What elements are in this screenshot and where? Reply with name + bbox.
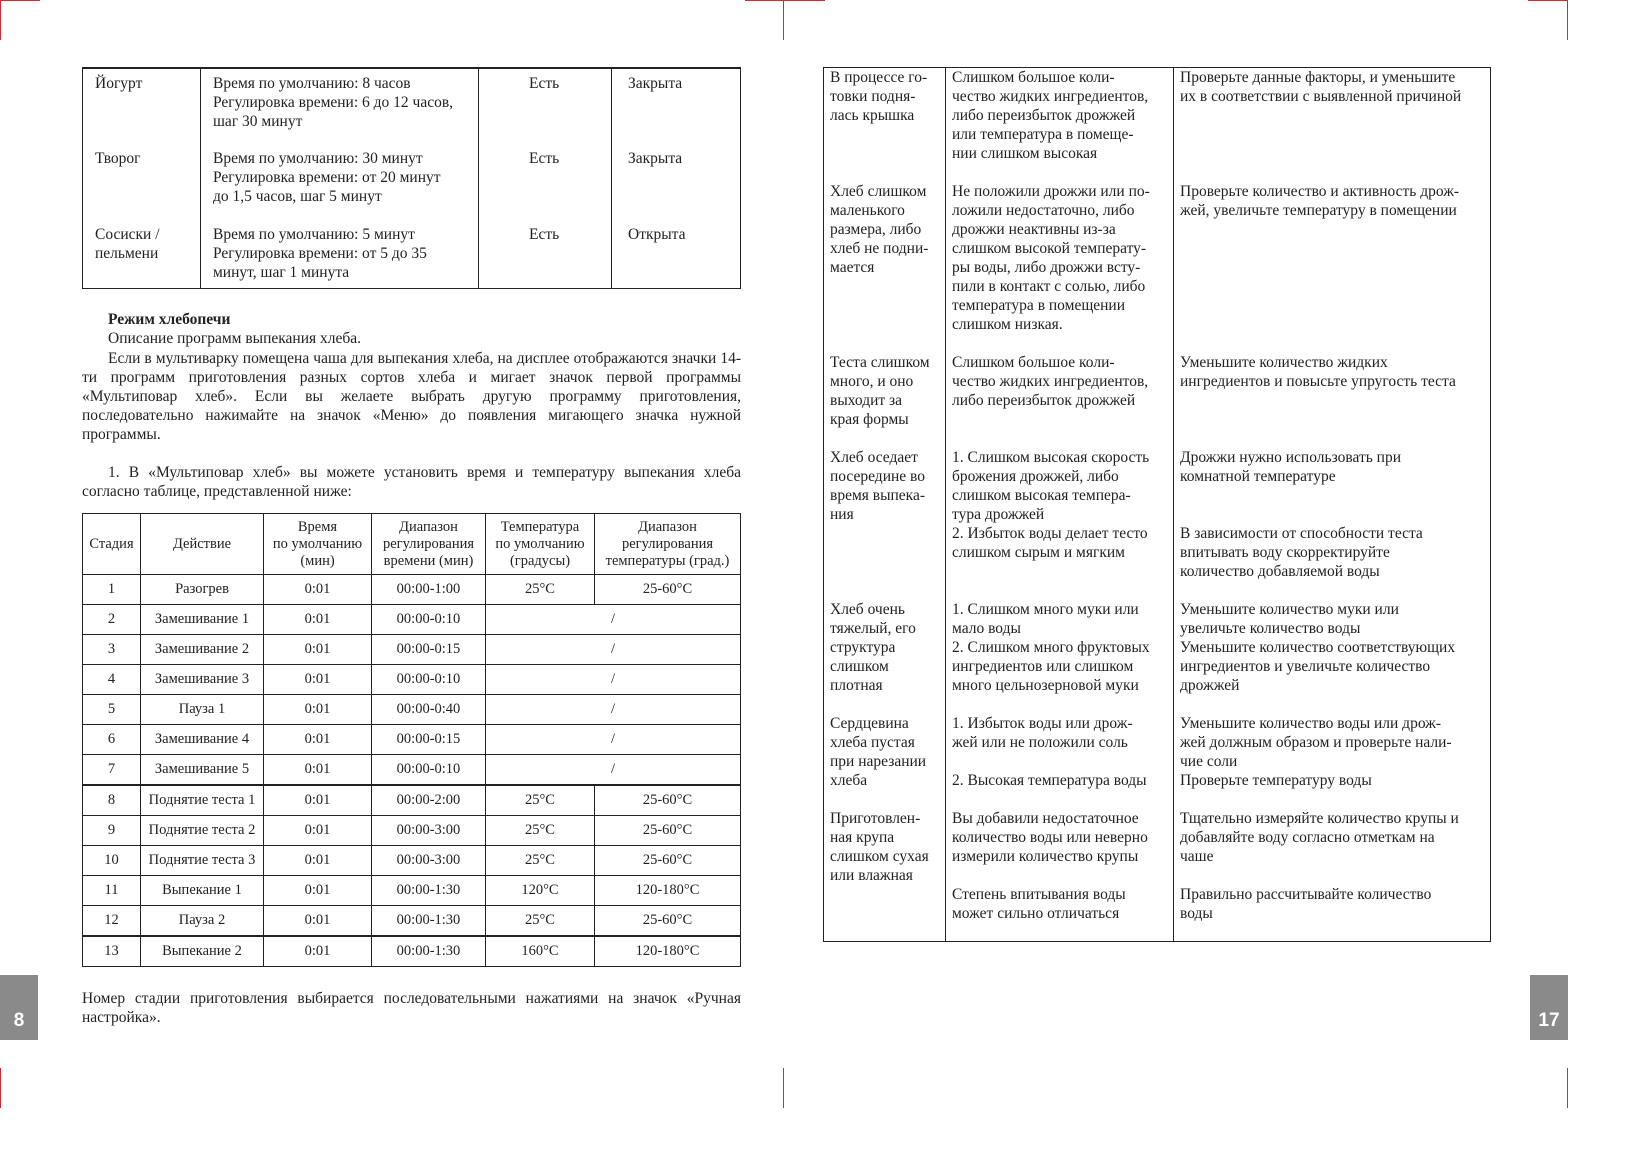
cell-default-time: 0:01 (264, 936, 372, 967)
cell-stage: 1 (83, 575, 141, 605)
cell-action: Поднятие теста 3 (141, 846, 264, 876)
cell-action: Пауза 2 (141, 906, 264, 937)
column-header: Стадия (83, 514, 141, 575)
cell-time-range: 00:00-1:30 (372, 906, 486, 937)
cell-action: Выпекание 2 (141, 936, 264, 967)
column-header: Диапазон регулирования времени (мин) (372, 514, 486, 575)
cell-default-time: 0:01 (264, 665, 372, 695)
cell-stage: 12 (83, 906, 141, 937)
mode-keep-warm: Есть (479, 144, 612, 220)
troubleshooting-table (823, 67, 1491, 942)
table-row (83, 755, 741, 786)
mode-lid: Закрыта (612, 68, 741, 144)
cell-default-time: 0:01 (264, 816, 372, 846)
cell-problem: Хлеб очень тяжелый, его структура слишком плотная (830, 600, 916, 694)
cell-action: Замешивание 5 (141, 755, 264, 786)
cell-temp-na: / (486, 725, 741, 755)
cell-solution: Уменьшите количество муки или увеличьте количество воды Уменьшите количество соответствующих ингредиентов и увеличьте количество дрожжей (1174, 600, 1491, 714)
table-row (83, 665, 741, 695)
cell-solution: Дрожжи нужно использовать при комнатной температуре В зависимости от способности теста впитывать воду скорректируйте количество добавляемой воды (1174, 448, 1491, 600)
cell-stage: 8 (83, 785, 141, 816)
cell-time-range: 00:00-0:10 (372, 755, 486, 786)
crop-mark (745, 0, 825, 1)
crop-mark (0, 0, 40, 1)
table-row (83, 575, 741, 605)
cell-temp-range: 120-180°C (595, 876, 741, 906)
cell-time-range: 00:00-0:15 (372, 635, 486, 665)
table-row (83, 876, 741, 906)
cell-problem: Сердцевина хлеба пустая при нарезании хлеба (830, 714, 927, 789)
cell-temp-range: 25-60°C (595, 906, 741, 937)
cell-temp: 25°C (486, 575, 595, 605)
column-header: Диапазон регулирования температуры (град.) (595, 514, 741, 575)
cell-solution: Проверьте данные факторы, и уменьшите их в соответствии с выявленной причиной (1174, 68, 1491, 182)
cell-action: Замешивание 3 (141, 665, 264, 695)
cell-stage: 4 (83, 665, 141, 695)
table-row (83, 605, 741, 635)
cell-stage: 2 (83, 605, 141, 635)
cell-solution: Уменьшите количество жидких ингредиентов и повысьте упругость теста (1174, 353, 1491, 448)
page-number: 17 (1530, 975, 1568, 1040)
cell-temp-range: 25-60°C (595, 816, 741, 846)
cell-temp-na: / (486, 635, 741, 665)
cell-action: Пауза 1 (141, 695, 264, 725)
cell-temp-na: / (486, 695, 741, 725)
table-row (83, 906, 741, 937)
table-row (824, 448, 1491, 600)
cell-cause: Не положили дрожжи или по- ложили недостаточно, либо дрожжи неактивны из-за слишком высокой температу- ры воды, либо дрожжи всту- пили в контакт с солью, либо температура в помещении слишком низкая. (946, 182, 1174, 353)
cell-problem: Хлеб слишком маленького размера, либо хлеб не подни- мается (830, 182, 929, 276)
cell-default-time: 0:01 (264, 846, 372, 876)
cell-temp-na: / (486, 605, 741, 635)
column-header: Температура по умолчанию (градусы) (486, 514, 595, 575)
section-subheading: Описание программ выпекания хлеба. (108, 330, 362, 347)
table-row (83, 785, 741, 816)
cell-stage: 6 (83, 725, 141, 755)
table-row (824, 809, 1491, 942)
cell-problem: В процессе го- товки подня- лась крышка (830, 69, 928, 124)
cell-solution: Проверьте количество и активность дрож- жей, увеличьте температуру в помещении (1174, 182, 1491, 353)
cell-default-time: 0:01 (264, 876, 372, 906)
mode-time: Время по умолчанию: 30 минут Регулировка времени: от 20 минут до 1,5 часов, шаг 5 минут (201, 144, 479, 220)
cell-temp: 25°C (486, 906, 595, 937)
mode-name: Творог (95, 150, 141, 167)
cell-time-range: 00:00-3:00 (372, 816, 486, 846)
cell-default-time: 0:01 (264, 906, 372, 937)
cell-time-range: 00:00-0:10 (372, 665, 486, 695)
cell-action: Замешивание 2 (141, 635, 264, 665)
cell-cause: Слишком большое коли- чество жидких ингредиентов, либо переизбыток дрожжей или температура в помеще- нии слишком высокая (946, 68, 1174, 182)
cell-problem: Приготовлен- ная крупа слишком сухая или влажная (830, 809, 929, 884)
cell-temp: 25°C (486, 785, 595, 816)
table-row (824, 182, 1491, 353)
cell-temp-range: 25-60°C (595, 846, 741, 876)
crop-mark (1528, 0, 1568, 1)
cell-cause: Слишком большое коли- чество жидких ингредиентов, либо переизбыток дрожжей (946, 353, 1174, 448)
cell-default-time: 0:01 (264, 785, 372, 816)
cell-solution: Тщательно измеряйте количество крупы и добавляйте воду согласно отметкам на чаше Правильно рассчитывайте количество воды (1174, 809, 1491, 942)
cell-default-time: 0:01 (264, 575, 372, 605)
cell-default-time: 0:01 (264, 755, 372, 786)
cell-temp-range: 25-60°C (595, 785, 741, 816)
cell-temp-na: / (486, 665, 741, 695)
table-row (824, 600, 1491, 714)
table-row (824, 353, 1491, 448)
cell-stage: 13 (83, 936, 141, 967)
cell-problem: Хлеб оседает посередине во время выпека- ния (830, 448, 926, 523)
cell-time-range: 00:00-1:00 (372, 575, 486, 605)
table-row (83, 68, 741, 144)
table-intro-paragraph: 1. В «Мультиповар хлеб» вы можете установить время и температуру выпекания хлеба согласно таблице, представленной ниже: (82, 464, 741, 500)
cell-action: Замешивание 1 (141, 605, 264, 635)
bread-program-table (82, 513, 741, 967)
cell-time-range: 00:00-0:15 (372, 725, 486, 755)
crop-mark (0, 0, 1, 40)
cell-cause: 1. Слишком много муки или мало воды 2. Слишком много фруктовых ингредиентов или слишком много цельнозерновой муки (946, 600, 1174, 714)
cell-stage: 7 (83, 755, 141, 786)
cell-default-time: 0:01 (264, 605, 372, 635)
cell-default-time: 0:01 (264, 695, 372, 725)
table-row (83, 144, 741, 220)
table-row (824, 714, 1491, 809)
cell-temp-range: 25-60°C (595, 575, 741, 605)
mode-lid: Открыта (612, 220, 741, 288)
crop-mark (0, 1068, 1, 1108)
mode-keep-warm: Есть (479, 68, 612, 144)
cell-default-time: 0:01 (264, 635, 372, 665)
cell-action: Поднятие теста 2 (141, 816, 264, 846)
cell-temp: 25°C (486, 846, 595, 876)
footer-paragraph: Номер стадии приготовления выбирается последовательными нажатиями на значок «Ручная настройка». (82, 990, 741, 1026)
mode-name: Йогурт (95, 75, 143, 92)
cell-cause: 1. Слишком высокая скорость брожения дрожжей, либо слишком высокая темпера- тура дрожжей 2. Избыток воды делает тесто слишком сырым и мягким (946, 448, 1174, 600)
table-row (83, 220, 741, 288)
table-row (83, 936, 741, 967)
cell-time-range: 00:00-0:40 (372, 695, 486, 725)
mode-keep-warm: Есть (479, 220, 612, 288)
cell-stage: 5 (83, 695, 141, 725)
cell-temp: 120°C (486, 876, 595, 906)
crop-mark (1567, 0, 1568, 40)
table-row (824, 68, 1491, 182)
section-heading: Режим хлебопечи (108, 311, 231, 328)
cell-temp-na: / (486, 755, 741, 786)
cell-time-range: 00:00-1:30 (372, 876, 486, 906)
table-row (83, 816, 741, 846)
cell-temp: 160°C (486, 936, 595, 967)
cell-action: Выпекание 1 (141, 876, 264, 906)
cell-stage: 9 (83, 816, 141, 846)
mode-time: Время по умолчанию: 8 часов Регулировка времени: 6 до 12 часов, шаг 30 минут (201, 68, 479, 144)
cell-time-range: 00:00-2:00 (372, 785, 486, 816)
column-header: Время по умолчанию (мин) (264, 514, 372, 575)
table-row (83, 635, 741, 665)
crop-mark (783, 0, 784, 40)
cell-action: Замешивание 4 (141, 725, 264, 755)
table-header-row (83, 514, 741, 575)
cell-problem: Теста слишком много, и оно выходит за края формы (830, 353, 930, 428)
cell-cause: Вы добавили недостаточное количество воды или неверно измерили количество крупы Степень впитывания воды может сильно отличаться (946, 809, 1174, 942)
cell-temp-range: 120-180°C (595, 936, 741, 967)
cell-time-range: 00:00-1:30 (372, 936, 486, 967)
mode-name: Сосиски / пельмени (95, 226, 160, 262)
cell-stage: 11 (83, 876, 141, 906)
cell-stage: 3 (83, 635, 141, 665)
table-row (83, 695, 741, 725)
mode-time: Время по умолчанию: 5 минут Регулировка времени: от 5 до 35 минут, шаг 1 минута (201, 220, 479, 288)
cell-action: Поднятие теста 1 (141, 785, 264, 816)
page-number: 8 (0, 975, 38, 1040)
cell-cause: 1. Избыток воды или дрож- жей или не положили соль 2. Высокая температура воды (946, 714, 1174, 809)
cell-default-time: 0:01 (264, 725, 372, 755)
table-row (83, 846, 741, 876)
crop-mark (1567, 1068, 1568, 1108)
cell-time-range: 00:00-0:10 (372, 605, 486, 635)
cell-time-range: 00:00-3:00 (372, 846, 486, 876)
cell-stage: 10 (83, 846, 141, 876)
intro-paragraph: Если в мультиварку помещена чаша для выпекания хлеба, на дисплее отображаются значки 14-ти программ приготовления разных сортов хлеба и мигает значок первой программы «Мультиповар хлеб». Если вы желаете выбрать другую программу приготовления, последовательно нажимайте на значок «Меню» до появления мигающего значка нужной программы. (82, 350, 741, 443)
cell-temp: 25°C (486, 816, 595, 846)
mode-lid: Закрыта (612, 144, 741, 220)
crop-mark (783, 1068, 784, 1108)
cell-action: Разогрев (141, 575, 264, 605)
table-row (83, 725, 741, 755)
cell-solution: Уменьшите количество воды или дрож- жей должным образом и проверьте нали- чие соли Проверьте температуру воды (1174, 714, 1491, 809)
column-header: Действие (141, 514, 264, 575)
modes-table (82, 67, 741, 289)
